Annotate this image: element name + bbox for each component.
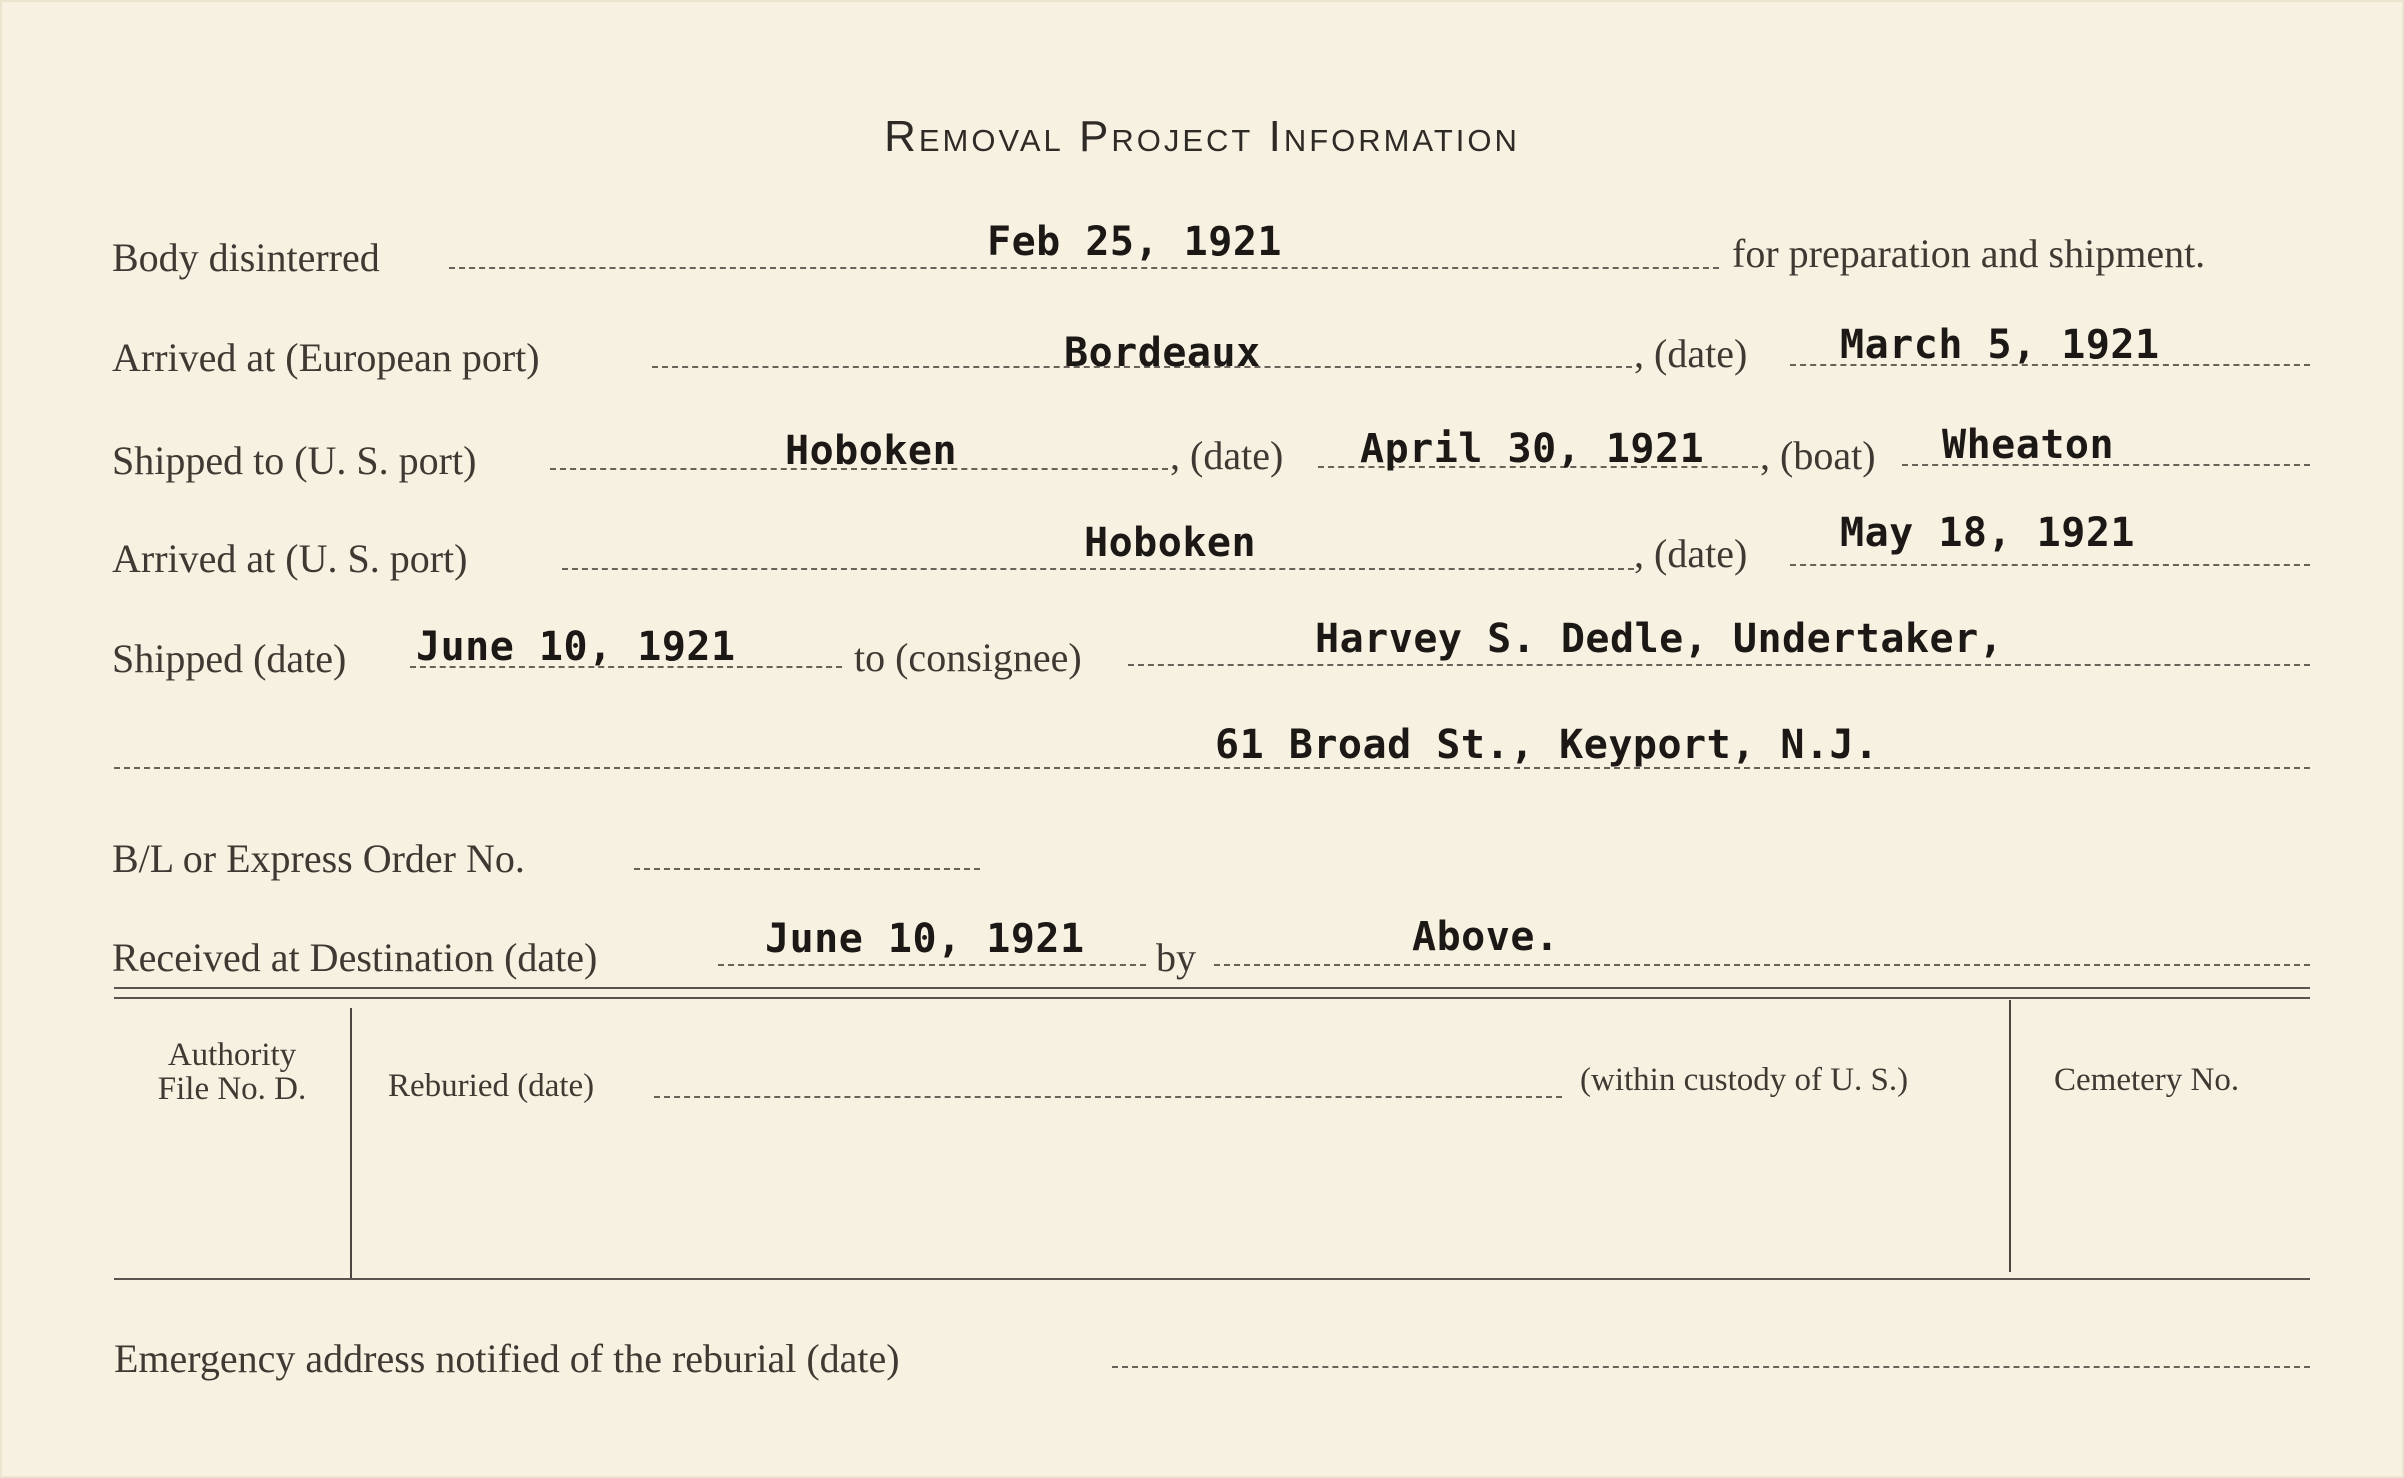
european-date-value: March 5, 1921: [1840, 322, 2160, 368]
arrived-date-value: May 18, 1921: [1840, 510, 2135, 556]
box-top-rule-2: [114, 997, 2310, 999]
box-divider-left: [350, 1008, 352, 1280]
us-port-arrived-line: [562, 568, 1634, 570]
authority-file-label: [122, 1038, 342, 1106]
shipped-date-label: , (date): [1170, 433, 1284, 478]
express-order-label: B/L or Express Order No.: [112, 836, 525, 881]
authority-label-line1: Authority: [167, 1037, 297, 1073]
european-port-value: Bordeaux: [1064, 330, 1261, 376]
received-by-line: [1214, 964, 2310, 966]
consignee-address-value: 61 Broad St., Keyport, N.J.: [1215, 722, 1879, 768]
body-disinterred-line: [449, 267, 1719, 269]
received-destination-label: Received at Destination (date): [112, 935, 598, 980]
consignee-line: [1128, 664, 2310, 666]
arrived-date-line: [1790, 564, 2310, 566]
custody-label: (within custody of U. S.): [1580, 1062, 1909, 1098]
consignee-value: Harvey S. Dedle, Undertaker,: [1315, 616, 2004, 662]
box-bottom-rule: [114, 1278, 2310, 1280]
received-destination-line: [718, 964, 1146, 966]
body-disinterred-label: Body disinterred: [112, 235, 380, 280]
us-port-shipped-label: Shipped to (U. S. port): [112, 438, 477, 483]
express-order-line: [634, 868, 980, 870]
preparation-shipment-text: for preparation and shipment.: [1732, 231, 2206, 276]
shipped-date-row-label: Shipped (date): [112, 636, 347, 681]
reburied-label: Reburied (date): [388, 1068, 595, 1104]
address-line: [114, 767, 2310, 769]
authority-label-line2: File No. D.: [157, 1071, 307, 1107]
consignee-label: to (consignee): [854, 635, 1082, 680]
emergency-address-line: [1112, 1366, 2310, 1368]
european-date-label: , (date): [1634, 331, 1748, 376]
arrived-date-label: , (date): [1634, 531, 1748, 576]
cemetery-label: Cemetery No.: [2054, 1062, 2240, 1098]
european-port-label: Arrived at (European port): [112, 335, 540, 380]
boat-label: , (boat): [1760, 433, 1876, 478]
shipped-date-value: April 30, 1921: [1360, 426, 1705, 472]
box-divider-right: [2009, 1000, 2011, 1272]
shipped-date-row-value: June 10, 1921: [416, 624, 736, 670]
body-disinterred-value: Feb 25, 1921: [987, 219, 1282, 265]
boat-value: Wheaton: [1942, 422, 2115, 468]
box-top-rule-1: [114, 987, 2310, 989]
emergency-address-label: Emergency address notified of the reburial (date): [114, 1336, 900, 1381]
us-port-shipped-value: Hoboken: [785, 428, 958, 474]
reburied-line: [654, 1096, 1562, 1098]
received-by-value: Above.: [1412, 914, 1560, 960]
received-destination-value: June 10, 1921: [765, 916, 1085, 962]
us-port-arrived-label: Arrived at (U. S. port): [112, 536, 468, 581]
card-title: Removal Project Information: [884, 112, 1520, 161]
us-port-arrived-value: Hoboken: [1084, 520, 1257, 566]
received-by-label: by: [1156, 935, 1196, 980]
